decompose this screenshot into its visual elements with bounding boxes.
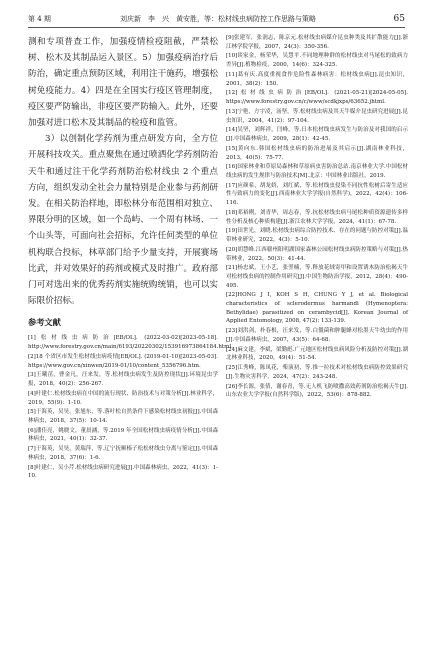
reference-item: [15]黄向东.韩国松材线虫病的防治进展及其启示[J].湖南林业科技，2013，40(5)：75-77. (226, 145, 408, 161)
reference-item: [4]叶建仁.松材线虫病在中国的流行现状、防治技术与对策分析[J].林业科学，2019，55(9)：1-10. (28, 390, 218, 406)
reference-item: [1]松材线虫病防治[EB/OL]. (2022-03-02)[2023-05-18]. http://www.forestry.gov.cn/main/6193/20220302/153916973864184.html. (28, 335, 233, 351)
reference-item: [16]国家林业和草原局森林和草原病虫害防治总站.南京林业大学.中国松材线虫病的发生规律与防治技术[M].北京：中国林业出版社，2019. (226, 164, 408, 179)
right-column (226, 34, 408, 401)
reference-item: [13]宁艳，方宇凌，汤坚，等.松材线虫病及其天牛媒介昆虫研究进展[J].昆虫知识，2004，41(2)：97-104. (226, 108, 408, 124)
left-column (28, 34, 233, 482)
reference-item: [11]葛有庆.高度重视食作危险性森林病害：松材线虫病[J].昆虫知识，2001，38(2)：150. (226, 71, 408, 87)
running-header (28, 12, 405, 26)
reference-item: [20]胡慧峰.江西赣州阳明湖国家森林公园松材线虫病防控策略与对策[J].热带林业，2022，50(3)：41-44. (226, 246, 408, 262)
reference-item: [21]杨忠斌，王小艺，张翌楠，等.释放花绒寄甲和设置诱木防治松褐天牛对松材线虫病的控制作用研究[J].中国生物防治学报，2012，28(4)：490-495. (226, 265, 408, 289)
reference-item: [8]叶建仁，吴小芹.松材线虫病研究进展[J].中国森林病虫，2022，41(3)：1-10. (28, 464, 218, 480)
body-paragraph: 3）以创制化学药剂为重点研发方向，全方位开展科技攻关。重点聚焦在通过喷洒化学药剂防治天牛和通过注干化学药剂防治松材线虫 2 个重点方向，组织发动全社会力量特别是企业参与药剂研发。在相关防治样地，即松林分布范围相对独立、界限分明的区域，如一个岛屿、一个周有林场、一个山头等，可面向社会招标，允许任何类型的单位机构联合投标，林草部门给予少量支持，开展赛场比武，并对效果好的药剂或模式及时推广。政府部门可对选出来的优秀药剂实施统购统销，也可以实际限价招标。 (28, 134, 218, 307)
running-title: 刘庆新 李 兴 黄安胜，等：松材线虫病防控工作思路与策略 (120, 15, 316, 23)
reference-item: [25]江秀峰，陈凤花，柴演初，等.推一拉技术对松材线虫病防控效果研究[J].生物灾害科学，2024，47(2)：243-248. (226, 365, 408, 380)
reference-item: [17]应颜希，胡龙娇，刘红斌，等.松材线虫侵染不同抗性松树后寄生适应性与致病力的变化[J].西南林业大学学报(自然科学)，2022，42(4)：106-116. (226, 182, 408, 207)
reference-item: [3]王曦茁，曹金凡，汪来发，等.松材线虫病发生及防控现状[J].环境昆虫学报，2018，40(2)：256-267. (28, 372, 218, 388)
reference-item: [2]18 个省区市发生松材线虫病疫情[EB/OL]. (2019-01-10)[2023-05-03]. https://www.gov.cn/xinwen/2019-01/10/content_5356796.htm. (28, 353, 218, 369)
reference-list (226, 34, 408, 400)
header-rule (28, 27, 405, 28)
reference-item: [10]谈家金，杨荣华，吴慧平.不同地理种群的松材线虫对马尾松的致病力差异[J].植物检疫，2000，14(6)：324-325. (226, 53, 408, 69)
reference-item: [22]HONG J I, KOH S H, CHUNG Y J, et al. Biological characteristics of sclerodermus harmandi (Hymenoptera: Bethylidae) parasitized on cerambycid[J]. Korean Journal of Applied Entomology, 2008, 47(2): 133-139. (226, 292, 408, 325)
reference-item: [23]刘洪剑，朴春根，汪来发，等.白僵菌和肿腿蜂对松墨天牛幼虫的作用[J].中国森林病虫，2007，43(5)：64-68. (226, 328, 408, 343)
reference-item: [19]田世光，刘晓.松材线虫病综合防控技术、存在的问题与防控对策[J].温带林业研究，2022，4(3)：5-10. (226, 228, 408, 244)
reference-item: [14]吴坚，刘辉祥，闫峰，等.日本松材线虫病发生与防治及对我国的启示[J].中国森林病虫，2009，28(1)：42-45. (226, 127, 408, 143)
reference-item: [26]李长源，张倩，谢春青，等.无人机飞防喷撒高效药剂防治松褐天牛[J].山东农业大学学报(自然科学版)，2022，53(6)：878-882. (226, 383, 408, 399)
references-heading: 参考文献 (28, 317, 61, 328)
reference-item: [24]麻文建，李斌，梁勤彪.广元地区松材线虫病风险分析及防控对策[J].湖北林业科技，2020，49(4)：51-54. (226, 346, 408, 362)
reference-item: [6]潘佳亮，姚晓文，董晨涵，等.2019 年全国松材线虫病疫情分析[J].中国森林病虫，2021，40(1)：32-37. (28, 427, 218, 443)
reference-item: [18]邓裕俐，刘青华，周志春，等.抗松材线虫病马尾松种质资源遗传多样性分析及核心种质构建[J].浙江农林大学学报，2024，41(1)：67-78. (226, 209, 408, 225)
reference-item: [5]于海英，吴昊，张旭东，等.落叶松自然条件下感染松材线虫初报[J].中国森林病虫，2018，37(5)：10-14. (28, 409, 218, 424)
issue-number: 第 4 期 (28, 15, 51, 23)
reference-item: [12]松材线虫病防治[EB/OL]. (2021-05-21)[2024-05-05]. https://www.forestry.gov.cn/c/www/scdkjxps/63652.jhtml. (226, 90, 408, 106)
reference-list (28, 334, 233, 481)
reference-item: [7]于海英，吴昊，黄瑞萍，等.辽宁抚顺榛子松松材线虫分离与鉴定[J].中国森林病虫，2018，37(6)：1-6. (28, 446, 218, 461)
page-number: 65 (393, 14, 405, 24)
body-paragraph: 测和专项普查工作，加强疫情检疫阻截，严禁松树、松木及其制品运入景区。5）加强疫病治疗后防治，确定重点预防区域，利用注干施药，增强松树免疫能力。4）四是在全国实行疫区管理制度，疫区要严防输出，非疫区要严防输入。此外，还要加强对进口松木及其制品的检疫和监管。 (28, 37, 218, 129)
reference-item: [9]张建军，张润志，陈京元.松材线虫病媒介昆虫种类及其扩散能力[J].浙江林学院学报，2007，24(3)：350-356. (226, 35, 408, 50)
